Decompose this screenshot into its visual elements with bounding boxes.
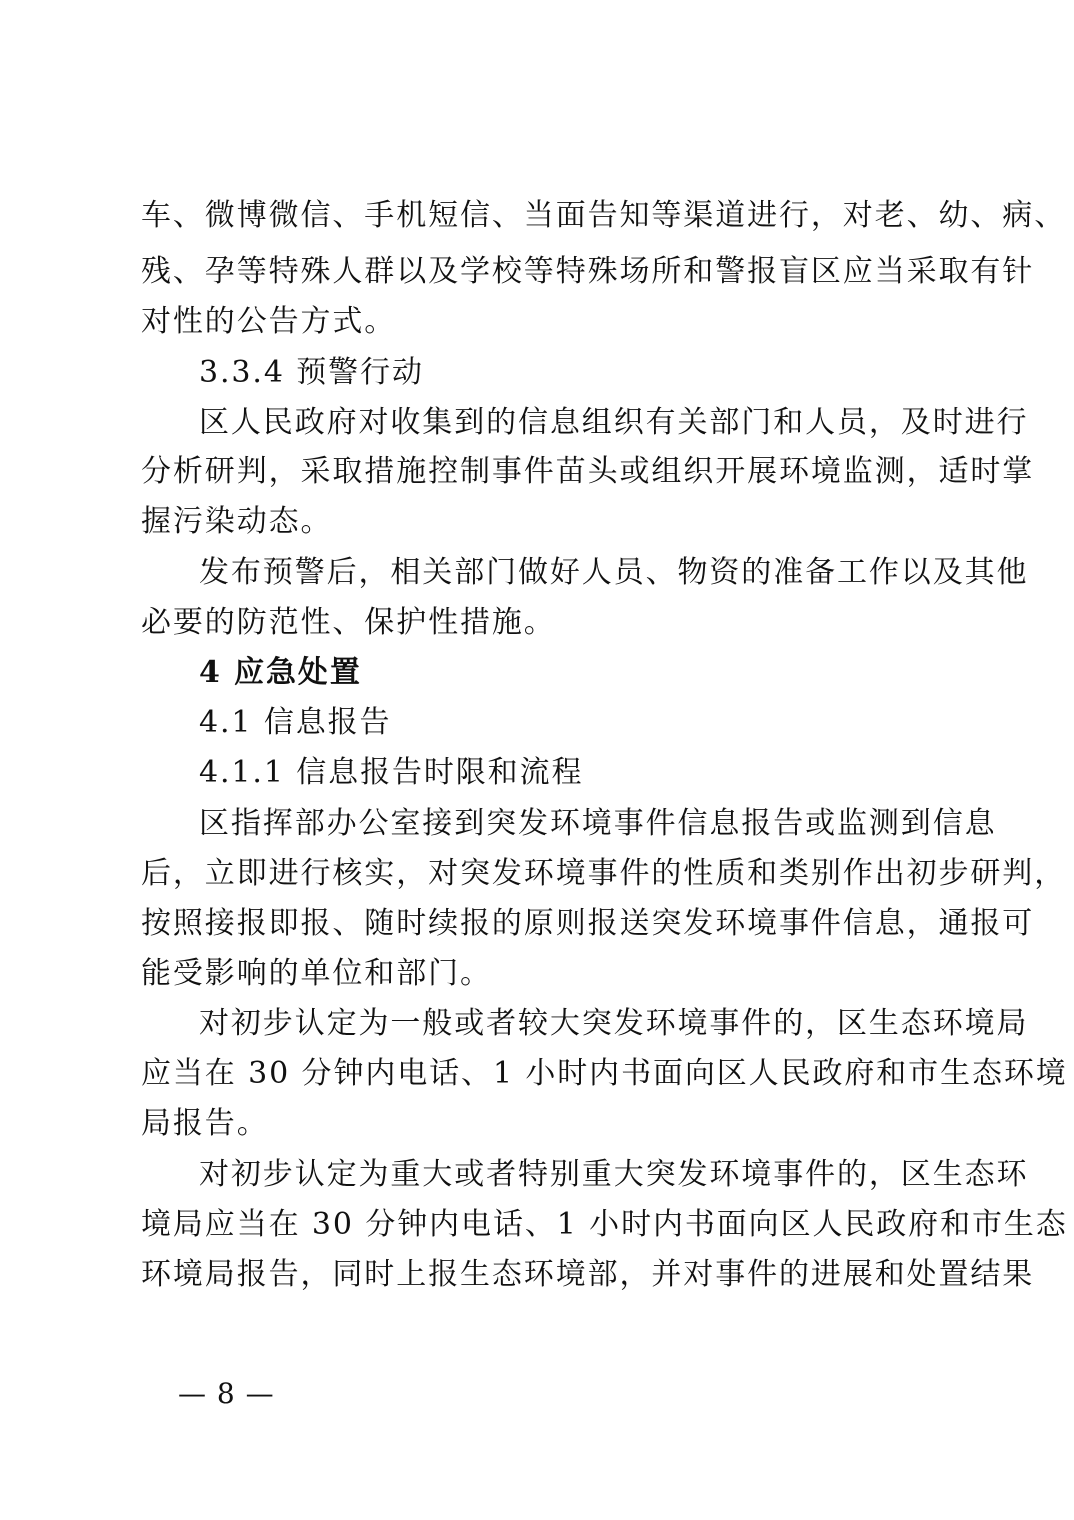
paragraph-line: 境局应当在 30 分钟内电话、1 小时内书面向区人民政府和市生态 <box>141 1207 1068 1242</box>
paragraph-line: 局报告。 <box>141 1106 269 1141</box>
section-heading-4-1: 4.1 信息报告 <box>199 705 392 740</box>
paragraph-line: 区人民政府对收集到的信息组织有关部门和人员，及时进行 <box>199 405 1029 440</box>
paragraph-line: 分析研判，采取措施控制事件苗头或组织开展环境监测，适时掌 <box>141 454 1035 489</box>
paragraph-line: 环境局报告，同时上报生态环境部，并对事件的进展和处置结果 <box>141 1257 1035 1292</box>
section-heading-3-3-4: 3.3.4 预警行动 <box>199 355 424 390</box>
paragraph-line: 必要的防范性、保护性措施。 <box>141 605 556 640</box>
page-number: — 8 — <box>178 1377 275 1410</box>
paragraph-line: 能受影响的单位和部门。 <box>141 956 492 991</box>
paragraph-line: 残、孕等特殊人群以及学校等特殊场所和警报盲区应当采取有针 <box>141 254 1035 289</box>
paragraph-line: 对性的公告方式。 <box>141 304 397 339</box>
paragraph-line: 对初步认定为一般或者较大突发环境事件的，区生态环境局 <box>199 1006 1029 1041</box>
paragraph-line: 握污染动态。 <box>141 504 333 539</box>
paragraph-line: 车、微博微信、手机短信、当面告知等渠道进行，对老、幼、病、 <box>141 198 1067 233</box>
paragraph-line: 区指挥部办公室接到突发环境事件信息报告或监测到信息 <box>199 806 997 841</box>
paragraph-line: 发布预警后，相关部门做好人员、物资的准备工作以及其他 <box>199 555 1029 590</box>
section-heading-4-1-1: 4.1.1 信息报告时限和流程 <box>199 755 584 790</box>
paragraph-line: 对初步认定为重大或者特别重大突发环境事件的，区生态环 <box>199 1157 1029 1192</box>
paragraph-line: 后，立即进行核实，对突发环境事件的性质和类别作出初步研判， <box>141 856 1067 891</box>
paragraph-line: 应当在 30 分钟内电话、1 小时内书面向区人民政府和市生态环境 <box>141 1056 1068 1091</box>
section-heading-4: 4 应急处置 <box>199 655 362 690</box>
paragraph-line: 按照接报即报、随时续报的原则报送突发环境事件信息，通报可 <box>141 906 1035 941</box>
